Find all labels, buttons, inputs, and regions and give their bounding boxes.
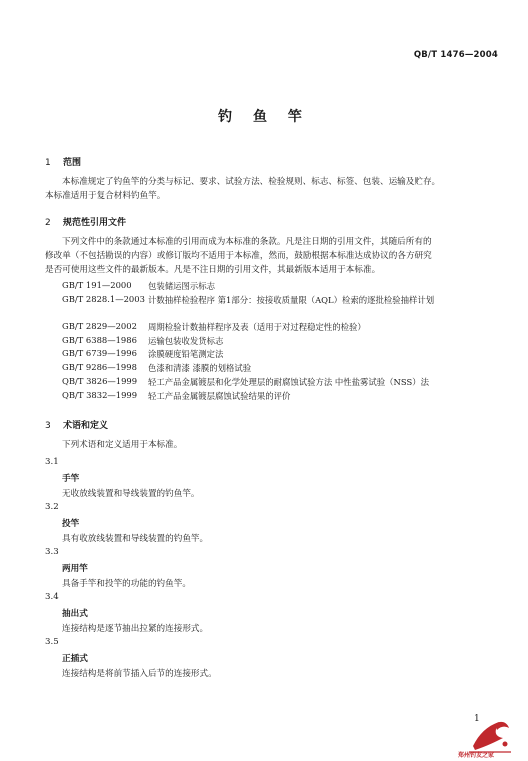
reference-item (62, 321, 502, 335)
reference-title: 运输包装收发货标志 (148, 335, 224, 346)
reference-code: GB/T 6739—1996 (62, 348, 137, 359)
reference-title: 色漆和清漆 漆膜的划格试验 (148, 363, 252, 374)
clause-number: 3.3 (45, 547, 59, 557)
reference-code: GB/T 191—2000 (62, 280, 132, 290)
term-definition: 具有收放线装置和导线装置的钓鱼竿。 (62, 534, 209, 544)
section-2-heading (45, 215, 126, 228)
reference-title: 轻工产品金属镀层腐蚀试验结果的评价 (148, 390, 291, 401)
reference-item (62, 376, 502, 390)
paragraph-line: 本标准规定了钓鱼竿的分类与标记、要求、试验方法、检验规则、标志、标签、包装、运输及贮存。 (62, 177, 441, 187)
reference-title: 包装储运图示标志 (148, 281, 215, 291)
section-3-heading (45, 418, 108, 431)
reference-title: 轻工产品金属镀层和化学处理层的耐腐蚀试验方法 中性盐雾试验（NSS）法 (148, 376, 429, 387)
reference-title: 涂膜硬度铅笔测定法 (148, 349, 224, 360)
term-name: 投竿 (62, 519, 80, 529)
term-name: 手竿 (62, 474, 80, 484)
paragraph-line: 本标准适用于复合材料钓鱼竿。 (45, 191, 166, 201)
standard-code: QB/T 1476—2004 (413, 50, 498, 60)
section-3-intro: 下列术语和定义适用于本标准。 (62, 440, 183, 450)
reference-title: 周期检验计数抽样程序及表（适用于对过程稳定性的检验） (148, 322, 366, 333)
section-number: 2 (45, 218, 51, 228)
section-1-body (45, 175, 495, 203)
term-name: 正插式 (62, 654, 88, 664)
section-title: 规范性引用文件 (63, 218, 127, 228)
reference-item (62, 280, 502, 294)
reference-code: GB/T 2829—2002 (62, 321, 137, 332)
reference-code: GB/T 9286—1998 (62, 362, 137, 373)
paragraph-line: 修改单（不包括勘误的内容）或修订版均不适用于本标准，然而，鼓励根据本标准达成协议的各方研究 (45, 251, 432, 261)
reference-item (62, 390, 502, 404)
paragraph-line: 是否可使用这些文件的最新版本。凡是不注日期的引用文件，其最新版本适用于本标准。 (45, 265, 381, 275)
reference-item (62, 335, 502, 349)
page-number: 1 (474, 714, 480, 724)
reference-code: QB/T 3832—1999 (62, 389, 138, 400)
term-definition: 具备手竿和投竿的功能的钓鱼竿。 (62, 579, 191, 589)
term-definition: 无收放线装置和导线装置的钓鱼竿。 (62, 489, 200, 499)
reference-item (62, 294, 502, 321)
reference-code: QB/T 3826—1999 (62, 375, 138, 386)
section-number: 1 (45, 158, 51, 168)
term-definition: 连接结构是逐节抽出拉紧的连接形式。 (62, 624, 209, 634)
term-name: 两用竿 (62, 564, 88, 574)
clause-number: 3.2 (45, 502, 59, 512)
reference-item (62, 362, 502, 376)
reference-title: 计数抽样检验程序 第1部分：按接收质量限（AQL）检索的逐批检验抽样计划 (148, 294, 435, 305)
term-definition: 连接结构是将前节插入后节的连接形式。 (62, 669, 217, 679)
normative-references-list (62, 280, 502, 403)
term-name: 抽出式 (62, 609, 88, 619)
reference-item (62, 348, 502, 362)
section-title: 范围 (63, 158, 82, 168)
reference-code: GB/T 2828.1—2003 (62, 293, 145, 304)
clause-number: 3.5 (45, 637, 59, 647)
section-number: 3 (45, 421, 51, 431)
section-2-body (45, 235, 495, 277)
reference-code: GB/T 6388—1986 (62, 334, 137, 345)
section-title: 术语和定义 (63, 421, 109, 431)
paragraph-line: 下列文件中的条款通过本标准的引用而成为本标准的条款。凡是注日期的引用文件，其随后所有的 (62, 237, 432, 247)
section-1-heading (45, 155, 81, 168)
watermark-text: 郑州钓友之家 (458, 752, 495, 759)
clause-number: 3.1 (45, 457, 59, 467)
document-title: 钓 鱼 竿 (218, 109, 310, 125)
clause-number: 3.4 (45, 592, 59, 602)
